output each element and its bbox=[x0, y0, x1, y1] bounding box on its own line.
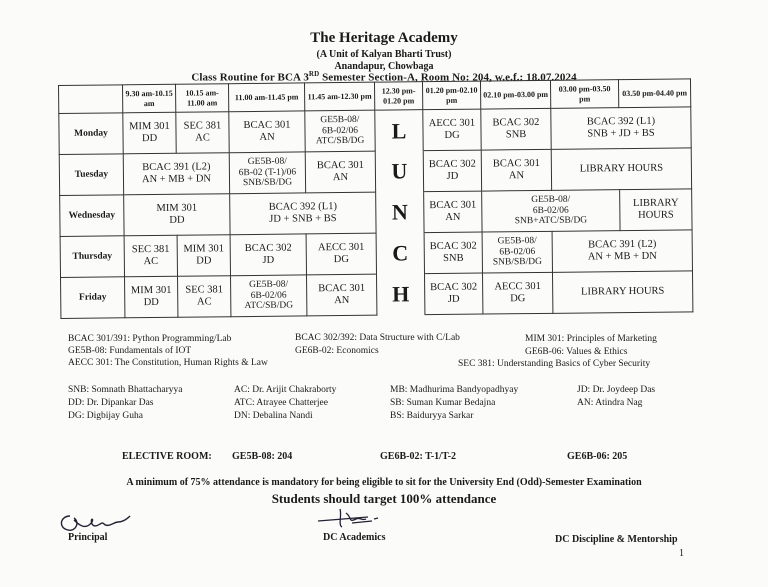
time-slot-9: 03.50 pm-04.40 pm bbox=[618, 79, 690, 108]
faculty-item: DG: Digbijay Guha bbox=[68, 411, 143, 421]
time-slot-3: 11.00 am-11.45 pm bbox=[228, 83, 304, 112]
routine-heading-prefix: Class Routine for BCA 3 bbox=[191, 71, 309, 84]
cell: LIBRARY HOURS bbox=[620, 189, 692, 231]
cell: BCAC 302 SNB bbox=[481, 108, 551, 150]
cell: SEC 381 AC bbox=[176, 112, 229, 154]
cell: BCAC 391 (L2) AN + MB + DN bbox=[552, 230, 692, 272]
cell: MIM 301 DD bbox=[177, 235, 230, 277]
cell: GE5B-08/ 6B-02/06 SNB/SB/DG bbox=[482, 231, 552, 273]
day-friday: Friday bbox=[61, 277, 125, 319]
legend-item: BCAC 302/392: Data Structure with C/Lab bbox=[295, 333, 460, 343]
cell: AECC 301 DG bbox=[306, 233, 376, 275]
attendance-note: A minimum of 75% attendance is mandatory for being eligible to sit for the University End (Odd)-Semester Examination bbox=[126, 477, 642, 488]
day-tuesday: Tuesday bbox=[59, 154, 123, 196]
dc-academics-signature bbox=[312, 505, 392, 531]
cell: BCAC 301 AN bbox=[481, 149, 551, 191]
legend-item: GE6B-06: Values & Ethics bbox=[525, 347, 628, 357]
cell: BCAC 301 AN bbox=[307, 274, 377, 316]
lunch-letter: L bbox=[375, 110, 423, 152]
elective-room-label: ELECTIVE ROOM: bbox=[122, 451, 212, 462]
faculty-item: ATC: Atrayee Chatterjee bbox=[234, 398, 328, 408]
legend-item: GE5B-08: Fundamentals of IOT bbox=[68, 346, 192, 356]
cell: BCAC 302 JD bbox=[423, 150, 481, 192]
day-monday: Monday bbox=[59, 113, 123, 155]
principal-label: Principal bbox=[68, 532, 108, 543]
routine-heading-sup: RD bbox=[308, 70, 320, 78]
institution-subtitle: (A Unit of Kalyan Bharti Trust) bbox=[316, 49, 452, 60]
faculty-item: AN: Atindra Nag bbox=[577, 398, 643, 408]
cell: AECC 301 DG bbox=[482, 272, 552, 314]
faculty-item: AC: Dr. Arijit Chakraborty bbox=[234, 385, 337, 395]
elective-room-2: GE6B-02: T-1/T-2 bbox=[380, 451, 457, 462]
header-corner bbox=[59, 85, 123, 114]
cell: SEC 381 AC bbox=[178, 276, 231, 318]
institution-address: Anandapur, Chowbaga bbox=[334, 61, 434, 72]
routine-heading-suffix: Semester Section-A, Room No: 204, w.e.f.: 18.07.2024 bbox=[319, 71, 577, 84]
cell: BCAC 392 (L1) SNB + JD + BS bbox=[551, 107, 691, 149]
lunch-letter: N bbox=[376, 192, 424, 234]
faculty-item: SNB: Somnath Bhattacharyya bbox=[68, 385, 183, 395]
time-slot-7: 02.10 pm-03.00 pm bbox=[480, 80, 550, 109]
time-slot-6: 01.20 pm-02.10 pm bbox=[422, 81, 480, 110]
cell: BCAC 392 (L1) JD + SNB + BS bbox=[230, 192, 376, 235]
time-slot-2: 10.15 am-11.00 am bbox=[175, 84, 228, 113]
legend-item: BCAC 301/391: Python Programming/Lab bbox=[68, 334, 232, 344]
time-slot-lunch: 12.30 pm-01.20 pm bbox=[374, 82, 422, 111]
elective-room-1: GE5B-08: 204 bbox=[232, 451, 293, 462]
time-slot-1: 9.30 am-10.15 am bbox=[123, 84, 176, 113]
time-slot-8: 03.00 pm-03.50 pm bbox=[550, 80, 618, 109]
lunch-letter: U bbox=[375, 151, 423, 193]
cell: BCAC 301 AN bbox=[305, 151, 375, 193]
elective-room-3: GE6B-06: 205 bbox=[567, 451, 628, 462]
lunch-letter: C bbox=[376, 233, 424, 275]
cell: GE5B-08/ 6B-02 (T-1)/06 SNB/SB/DG bbox=[229, 152, 305, 194]
cell: GE5B-08/ 6B-02/06 SNB+ATC/SB/DG bbox=[482, 190, 620, 232]
day-thursday: Thursday bbox=[60, 236, 124, 278]
dc-discipline-label: DC Discipline & Mentorship bbox=[555, 534, 678, 545]
cell: MIM 301 DD bbox=[124, 194, 230, 236]
cell: BCAC 301 AN bbox=[424, 191, 482, 233]
faculty-item: SB: Suman Kumar Bedajna bbox=[390, 398, 496, 408]
cell: GE5B-08/ 6B-02/06 ATC/SB/DG bbox=[231, 275, 307, 317]
cell: LIBRARY HOURS bbox=[551, 148, 691, 190]
faculty-item: BS: Baiduryya Sarkar bbox=[390, 411, 474, 421]
cell: AECC 301 DG bbox=[423, 109, 481, 151]
time-slot-4: 11.45 am-12.30 pm bbox=[304, 82, 374, 111]
institution-title: The Heritage Academy bbox=[310, 30, 458, 46]
page-number: 1 bbox=[679, 548, 684, 559]
cell: BCAC 302 JD bbox=[230, 234, 306, 276]
cell: SEC 381 AC bbox=[124, 235, 177, 277]
faculty-item: DN: Debalina Nandi bbox=[234, 411, 313, 421]
attendance-target: Students should target 100% attendance bbox=[271, 491, 497, 506]
legend-item: SEC 381: Understanding Basics of Cyber Security bbox=[458, 359, 651, 369]
legend-item: GE6B-02: Economics bbox=[295, 346, 379, 356]
cell: BCAC 391 (L2) AN + MB + DN bbox=[123, 153, 229, 195]
faculty-item: JD: Dr. Joydeep Das bbox=[577, 385, 656, 395]
cell: MIM 301 DD bbox=[123, 112, 176, 154]
cell: BCAC 301 AN bbox=[229, 111, 305, 153]
cell: MIM 301 DD bbox=[125, 276, 178, 318]
cell: LIBRARY HOURS bbox=[552, 271, 692, 313]
lunch-letter: H bbox=[376, 274, 424, 316]
day-wednesday: Wednesday bbox=[60, 195, 124, 237]
cell: GE5B-08/ 6B-02/06 ATC/SB/DG bbox=[305, 110, 375, 152]
cell: BCAC 302 SNB bbox=[424, 232, 482, 274]
cell: BCAC 302 JD bbox=[424, 273, 482, 315]
dc-academics-label: DC Academics bbox=[323, 532, 386, 543]
faculty-item: MB: Madhurima Bandyopadhyay bbox=[390, 385, 519, 395]
faculty-item: DD: Dr. Dipankar Das bbox=[68, 398, 154, 408]
class-routine-table bbox=[58, 78, 693, 319]
legend-item: MIM 301: Principles of Marketing bbox=[525, 334, 657, 344]
legend-item: AECC 301: The Constitution, Human Rights & Law bbox=[68, 358, 268, 368]
